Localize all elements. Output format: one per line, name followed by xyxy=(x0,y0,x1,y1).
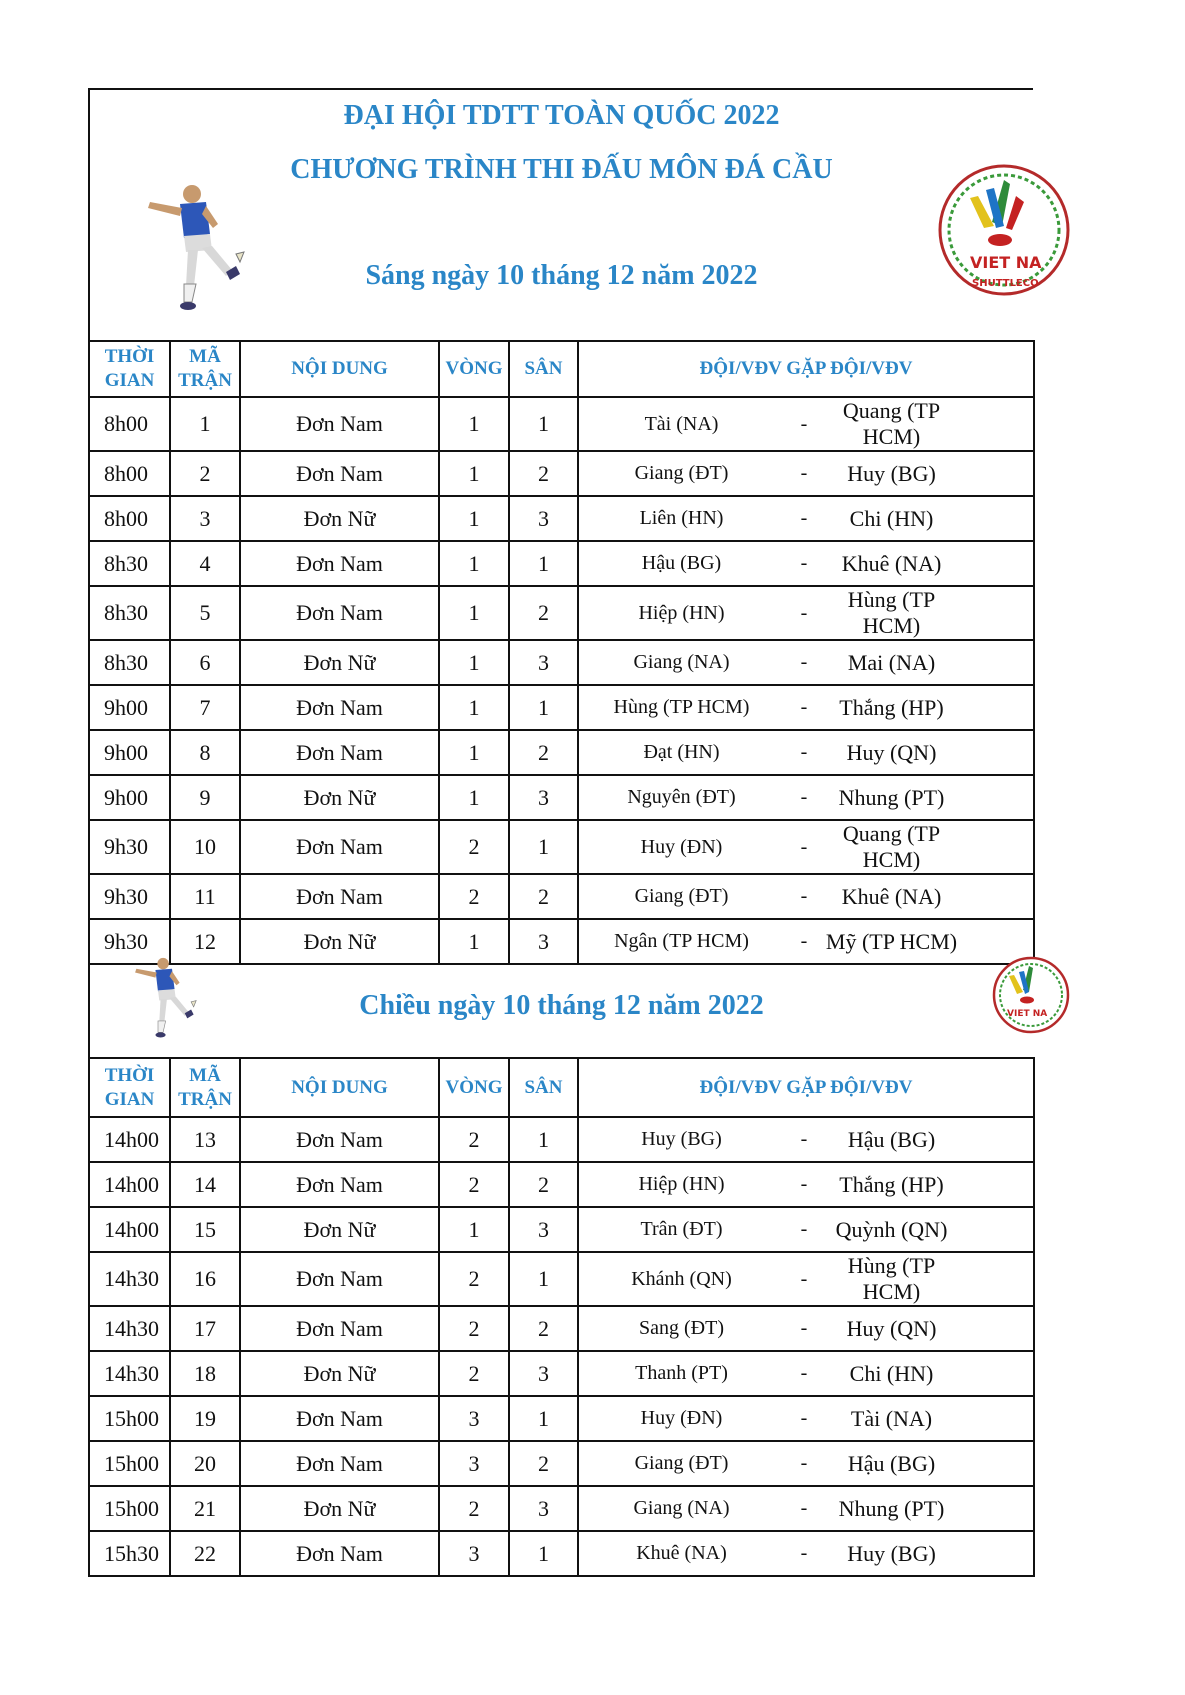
versus-separator: - xyxy=(800,930,808,952)
player-a: Trân (ĐT) xyxy=(640,1218,723,1240)
match-pairing xyxy=(578,874,1034,919)
match-pairing xyxy=(578,730,1034,775)
versus-separator: - xyxy=(800,651,808,673)
match-court: 1 xyxy=(509,1252,578,1306)
match-event: Đơn Nam xyxy=(240,586,439,640)
match-time: 8h00 xyxy=(89,451,170,496)
table-row xyxy=(89,775,1034,820)
match-time: 8h00 xyxy=(89,496,170,541)
table-row xyxy=(89,1351,1034,1396)
morning-session-title: Sáng ngày 10 tháng 12 năm 2022 xyxy=(365,260,758,291)
header-court: SÂN xyxy=(509,341,578,397)
match-event: Đơn Nam xyxy=(240,730,439,775)
match-code: 1 xyxy=(170,397,240,451)
table-row xyxy=(89,1486,1034,1531)
versus-separator: - xyxy=(800,1267,808,1290)
match-time: 14h30 xyxy=(89,1351,170,1396)
match-court: 3 xyxy=(509,1207,578,1252)
table-row xyxy=(89,496,1034,541)
match-time: 14h00 xyxy=(89,1117,170,1162)
match-round: 1 xyxy=(439,685,509,730)
match-event: Đơn Nam xyxy=(240,1531,439,1576)
match-pairing xyxy=(578,775,1034,820)
match-pairing xyxy=(578,541,1034,586)
match-time: 9h00 xyxy=(89,685,170,730)
player-a: Huy (BG) xyxy=(641,1128,722,1150)
match-round: 1 xyxy=(439,1207,509,1252)
match-event: Đơn Nam xyxy=(240,397,439,451)
table-row xyxy=(89,541,1034,586)
match-code: 21 xyxy=(170,1486,240,1531)
match-event: Đơn Nam xyxy=(240,1441,439,1486)
player-a: Hùng (TP HCM) xyxy=(613,696,750,718)
match-pairing xyxy=(578,685,1034,730)
match-event: Đơn Nam xyxy=(240,874,439,919)
player-a: Liên (HN) xyxy=(639,507,724,529)
match-time: 8h30 xyxy=(89,541,170,586)
table-row xyxy=(89,1117,1034,1162)
player-b: Khuê (NA) xyxy=(841,550,942,576)
header-court: SÂN xyxy=(509,1058,578,1117)
match-court: 2 xyxy=(509,730,578,775)
match-event: Đơn Nữ xyxy=(240,640,439,685)
match-code: 11 xyxy=(170,874,240,919)
match-court: 1 xyxy=(509,541,578,586)
match-court: 3 xyxy=(509,919,578,964)
match-code: 19 xyxy=(170,1396,240,1441)
player-b: Huy (QN) xyxy=(846,1315,937,1341)
match-event: Đơn Nam xyxy=(240,1117,439,1162)
table-row xyxy=(89,586,1034,640)
match-time: 9h00 xyxy=(89,775,170,820)
player-b: Tài (NA) xyxy=(850,1405,933,1431)
match-pairing xyxy=(578,640,1034,685)
match-code: 9 xyxy=(170,775,240,820)
player-a: Giang (ĐT) xyxy=(634,1452,729,1474)
player-b: Chi (HN) xyxy=(849,505,934,531)
header-event: NỘI DUNG xyxy=(240,1058,439,1117)
match-court: 3 xyxy=(509,496,578,541)
match-pairing xyxy=(578,397,1034,451)
table-row xyxy=(89,820,1034,874)
table-row xyxy=(89,730,1034,775)
match-pairing xyxy=(578,586,1034,640)
afternoon-schedule-table xyxy=(88,1057,1035,1577)
player-b: Nhung (PT) xyxy=(838,1495,945,1521)
match-court: 2 xyxy=(509,1306,578,1351)
table-row xyxy=(89,1531,1034,1576)
match-court: 2 xyxy=(509,586,578,640)
match-event: Đơn Nam xyxy=(240,685,439,730)
table-row xyxy=(89,685,1034,730)
logo-subtext: SHUTTLECO xyxy=(972,278,1039,289)
match-court: 2 xyxy=(509,451,578,496)
versus-separator: - xyxy=(800,1542,808,1564)
match-event: Đơn Nữ xyxy=(240,1351,439,1396)
match-round: 2 xyxy=(439,874,509,919)
match-code: 10 xyxy=(170,820,240,874)
match-code: 22 xyxy=(170,1531,240,1576)
versus-separator: - xyxy=(800,507,808,529)
match-round: 1 xyxy=(439,640,509,685)
match-code: 6 xyxy=(170,640,240,685)
match-court: 2 xyxy=(509,874,578,919)
player-b: Huy (BG) xyxy=(847,1540,936,1566)
match-court: 3 xyxy=(509,775,578,820)
match-round: 2 xyxy=(439,1252,509,1306)
header-match-code: MÃ TRẬN xyxy=(170,1058,240,1117)
player-a: Huy (ĐN) xyxy=(640,1407,723,1429)
versus-separator: - xyxy=(800,552,808,574)
morning-schedule-table xyxy=(88,340,1035,965)
player-a: Tài (NA) xyxy=(644,412,719,435)
match-court: 3 xyxy=(509,1351,578,1396)
match-round: 1 xyxy=(439,775,509,820)
match-court: 1 xyxy=(509,1117,578,1162)
header-event: NỘI DUNG xyxy=(240,341,439,397)
versus-separator: - xyxy=(800,1218,808,1240)
match-code: 18 xyxy=(170,1351,240,1396)
match-round: 1 xyxy=(439,496,509,541)
match-court: 1 xyxy=(509,1531,578,1576)
player-b: Hậu (BG) xyxy=(847,1126,936,1152)
versus-separator: - xyxy=(800,1497,808,1519)
player-a: Giang (NA) xyxy=(633,651,730,673)
match-round: 3 xyxy=(439,1396,509,1441)
match-pairing xyxy=(578,1441,1034,1486)
match-round: 2 xyxy=(439,1162,509,1207)
player-b: Quang (TP HCM) xyxy=(842,821,941,872)
player-a: Khánh (QN) xyxy=(631,1267,732,1290)
match-time: 14h00 xyxy=(89,1162,170,1207)
player-a: Hiệp (HN) xyxy=(638,601,725,624)
match-round: 2 xyxy=(439,1486,509,1531)
match-code: 20 xyxy=(170,1441,240,1486)
player-a: Giang (NA) xyxy=(633,1497,730,1519)
player-a: Giang (ĐT) xyxy=(634,462,729,484)
table-row xyxy=(89,1306,1034,1351)
player-b: Mai (NA) xyxy=(847,649,936,675)
player-a: Sang (ĐT) xyxy=(639,1317,724,1339)
match-event: Đơn Nam xyxy=(240,541,439,586)
player-a: Ngân (TP HCM) xyxy=(614,930,749,952)
player-a: Giang (ĐT) xyxy=(634,885,729,907)
match-code: 5 xyxy=(170,586,240,640)
match-time: 8h30 xyxy=(89,640,170,685)
versus-separator: - xyxy=(800,412,808,435)
match-code: 8 xyxy=(170,730,240,775)
player-b: Quang (TP HCM) xyxy=(842,398,941,449)
header-round: VÒNG xyxy=(439,1058,509,1117)
vietnam-shuttlecock-logo xyxy=(991,956,1048,1034)
match-code: 15 xyxy=(170,1207,240,1252)
header-pairing: ĐỘI/VĐV GẶP ĐỘI/VĐV xyxy=(578,1058,1034,1117)
player-a: Đạt (HN) xyxy=(643,741,720,763)
player-b: Quỳnh (QN) xyxy=(835,1216,948,1242)
match-round: 1 xyxy=(439,541,509,586)
header-time: THỜI GIAN xyxy=(89,1058,170,1117)
versus-separator: - xyxy=(800,1173,808,1195)
versus-separator: - xyxy=(800,1407,808,1429)
table-row xyxy=(89,1207,1034,1252)
match-code: 17 xyxy=(170,1306,240,1351)
match-court: 1 xyxy=(509,1396,578,1441)
table-row xyxy=(89,397,1034,451)
match-code: 2 xyxy=(170,451,240,496)
match-round: 3 xyxy=(439,1531,509,1576)
player-b: Nhung (PT) xyxy=(838,784,945,810)
match-pairing xyxy=(578,1486,1034,1531)
match-code: 4 xyxy=(170,541,240,586)
match-court: 3 xyxy=(509,640,578,685)
match-event: Đơn Nữ xyxy=(240,496,439,541)
match-round: 1 xyxy=(439,397,509,451)
match-time: 15h30 xyxy=(89,1531,170,1576)
match-pairing xyxy=(578,1351,1034,1396)
match-event: Đơn Nữ xyxy=(240,1207,439,1252)
table-row xyxy=(89,874,1034,919)
versus-separator: - xyxy=(800,1128,808,1150)
match-round: 1 xyxy=(439,919,509,964)
table-row xyxy=(89,640,1034,685)
player-b: Hậu (BG) xyxy=(847,1450,936,1476)
match-court: 1 xyxy=(509,820,578,874)
versus-separator: - xyxy=(800,885,808,907)
table-header-row xyxy=(89,341,1034,397)
player-b: Chi (HN) xyxy=(849,1360,934,1386)
match-court: 1 xyxy=(509,397,578,451)
match-pairing xyxy=(578,1162,1034,1207)
afternoon-session-title: Chiều ngày 10 tháng 12 năm 2022 xyxy=(359,990,764,1021)
match-event: Đơn Nữ xyxy=(240,1486,439,1531)
match-pairing xyxy=(578,1252,1034,1306)
shuttlecock-player-illustration xyxy=(130,952,200,1044)
header-pairing: ĐỘI/VĐV GẶP ĐỘI/VĐV xyxy=(578,341,1034,397)
table-row xyxy=(89,1441,1034,1486)
match-time: 14h00 xyxy=(89,1207,170,1252)
match-round: 2 xyxy=(439,1351,509,1396)
player-a: Hậu (BG) xyxy=(641,552,722,574)
match-court: 3 xyxy=(509,1486,578,1531)
match-event: Đơn Nam xyxy=(240,1396,439,1441)
morning-header xyxy=(88,88,1042,342)
match-time: 8h00 xyxy=(89,397,170,451)
versus-separator: - xyxy=(800,786,808,808)
match-time: 9h00 xyxy=(89,730,170,775)
match-round: 2 xyxy=(439,1306,509,1351)
match-time: 8h30 xyxy=(89,586,170,640)
match-code: 14 xyxy=(170,1162,240,1207)
versus-separator: - xyxy=(800,1452,808,1474)
match-pairing xyxy=(578,451,1034,496)
table-header-row xyxy=(89,1058,1034,1117)
match-event: Đơn Nam xyxy=(240,820,439,874)
player-b: Huy (QN) xyxy=(846,739,937,765)
match-code: 13 xyxy=(170,1117,240,1162)
player-b: Khuê (NA) xyxy=(841,883,942,909)
versus-separator: - xyxy=(800,1362,808,1384)
match-court: 1 xyxy=(509,685,578,730)
versus-separator: - xyxy=(800,1317,808,1339)
player-b: Hùng (TP HCM) xyxy=(847,1253,936,1304)
header-round: VÒNG xyxy=(439,341,509,397)
match-pairing xyxy=(578,820,1034,874)
match-pairing xyxy=(578,496,1034,541)
shuttlecock-player-illustration xyxy=(140,178,250,318)
match-event: Đơn Nam xyxy=(240,1162,439,1207)
match-court: 2 xyxy=(509,1441,578,1486)
match-code: 16 xyxy=(170,1252,240,1306)
table-row xyxy=(89,1252,1034,1306)
match-time: 14h30 xyxy=(89,1252,170,1306)
match-code: 3 xyxy=(170,496,240,541)
match-time: 15h00 xyxy=(89,1441,170,1486)
match-round: 1 xyxy=(439,451,509,496)
vietnam-shuttlecock-logo xyxy=(936,162,1042,298)
match-pairing xyxy=(578,1396,1034,1441)
match-time: 9h30 xyxy=(89,919,170,964)
player-b: Huy (BG) xyxy=(847,460,936,486)
player-a: Thanh (PT) xyxy=(635,1362,728,1384)
header-time: THỜI GIAN xyxy=(89,341,170,397)
match-time: 15h00 xyxy=(89,1486,170,1531)
match-event: Đơn Nam xyxy=(240,1306,439,1351)
match-code: 7 xyxy=(170,685,240,730)
match-round: 3 xyxy=(439,1441,509,1486)
versus-separator: - xyxy=(800,741,808,763)
versus-separator: - xyxy=(800,462,808,484)
player-b: Thắng (HP) xyxy=(839,1171,944,1197)
player-b: Thắng (HP) xyxy=(839,694,944,720)
match-event: Đơn Nam xyxy=(240,1252,439,1306)
match-code: 12 xyxy=(170,919,240,964)
table-row xyxy=(89,1162,1034,1207)
versus-separator: - xyxy=(800,696,808,718)
logo-text: VIET NA xyxy=(1007,1009,1048,1019)
match-court: 2 xyxy=(509,1162,578,1207)
match-pairing xyxy=(578,1207,1034,1252)
player-a: Huy (ĐN) xyxy=(640,835,723,858)
document-title: ĐẠI HỘI TDTT TOÀN QUỐC 2022 xyxy=(343,100,780,131)
match-time: 9h30 xyxy=(89,874,170,919)
document-subtitle: CHƯƠNG TRÌNH THI ĐẤU MÔN ĐÁ CẦU xyxy=(290,154,833,185)
match-time: 9h30 xyxy=(89,820,170,874)
versus-separator: - xyxy=(800,601,808,624)
match-event: Đơn Nữ xyxy=(240,919,439,964)
header-match-code: MÃ TRẬN xyxy=(170,341,240,397)
versus-separator: - xyxy=(800,835,808,858)
match-pairing xyxy=(578,1531,1034,1576)
table-row xyxy=(89,451,1034,496)
match-round: 1 xyxy=(439,586,509,640)
match-event: Đơn Nam xyxy=(240,451,439,496)
match-time: 14h30 xyxy=(89,1306,170,1351)
schedule-sheet xyxy=(88,88,1048,1568)
match-pairing xyxy=(578,1117,1034,1162)
match-round: 1 xyxy=(439,730,509,775)
table-row xyxy=(89,1396,1034,1441)
player-a: Nguyên (ĐT) xyxy=(627,786,736,808)
player-a: Hiệp (HN) xyxy=(638,1173,725,1195)
match-event: Đơn Nữ xyxy=(240,775,439,820)
player-a: Khuê (NA) xyxy=(636,1542,727,1564)
match-time: 15h00 xyxy=(89,1396,170,1441)
match-round: 2 xyxy=(439,820,509,874)
match-round: 2 xyxy=(439,1117,509,1162)
player-b: Hùng (TP HCM) xyxy=(847,587,936,638)
match-pairing xyxy=(578,1306,1034,1351)
logo-text: VIET NA xyxy=(970,253,1042,272)
afternoon-header xyxy=(88,938,1048,1057)
player-b: Mỹ (TP HCM) xyxy=(825,928,958,954)
